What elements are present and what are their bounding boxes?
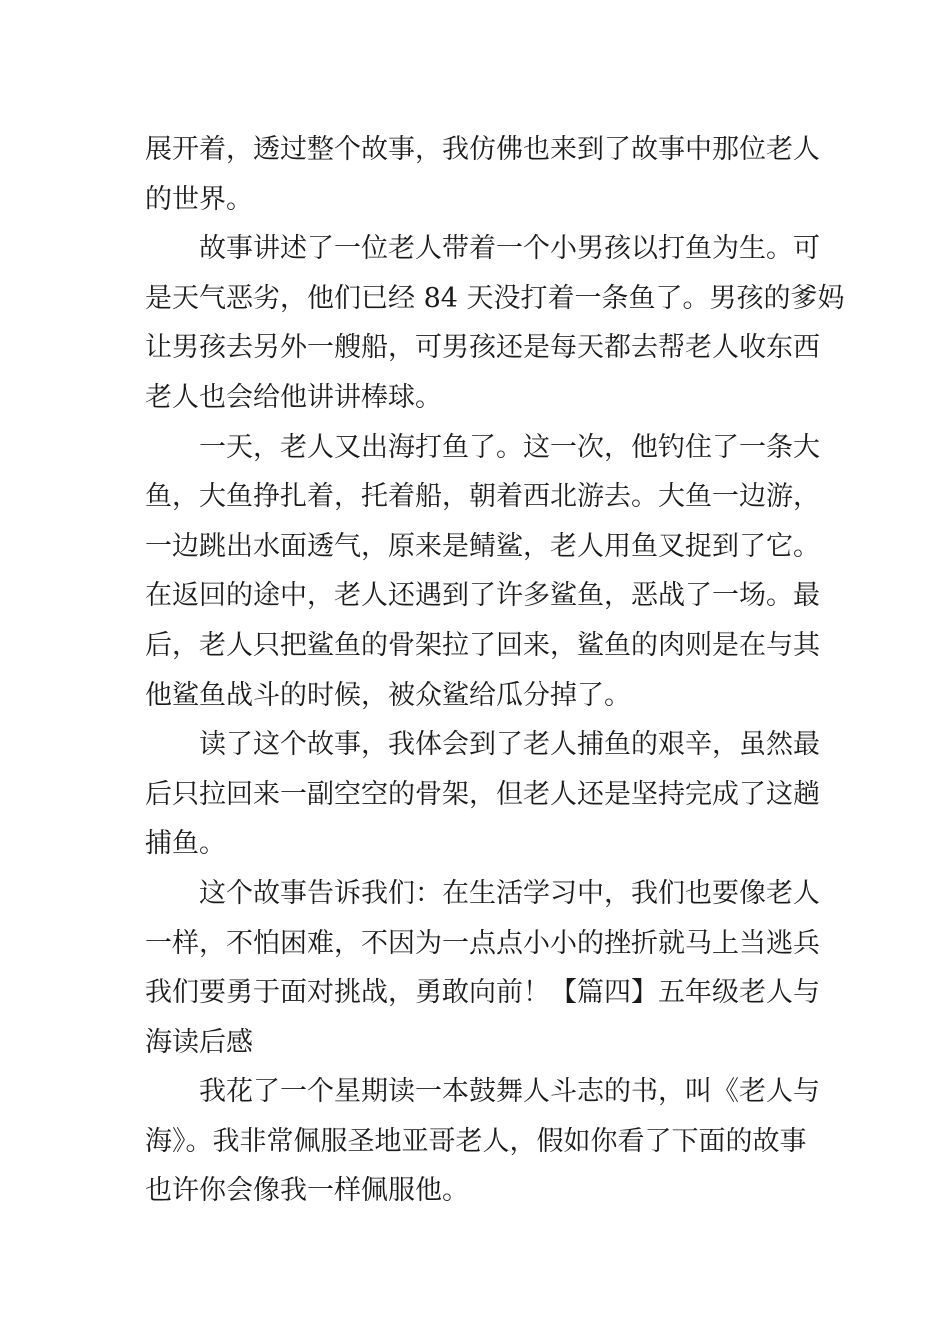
text-line: 后，老人只把鲨鱼的骨架拉了回来，鲨鱼的肉则是在与其	[145, 629, 820, 661]
paragraph	[145, 1067, 820, 1216]
text-line: 海读后感	[145, 1026, 253, 1058]
paragraph	[145, 125, 820, 224]
text-line: 在返回的途中，老人还遇到了许多鲨鱼，恶战了一场。最	[145, 580, 820, 612]
text-line: 让男孩去另外一艘船，可男孩还是每天都去帮老人收东西	[145, 332, 820, 364]
text-line: 读了这个故事，我体会到了老人捕鱼的艰辛，虽然最	[199, 729, 820, 761]
text-line: 一样，不怕困难，不因为一点点小小的挫折就马上当逃兵	[145, 927, 820, 959]
paragraph	[145, 869, 820, 1067]
text-line: 的世界。	[145, 183, 253, 215]
text-line: 海》。我非常佩服圣地亚哥老人，假如你看了下面的故事	[145, 1125, 807, 1157]
paragraph	[145, 224, 845, 422]
paragraph	[145, 423, 820, 721]
text-line: 一边跳出水面透气，原来是鲭鲨，老人用鱼叉捉到了它。	[145, 530, 820, 562]
paragraph	[145, 720, 820, 869]
text-line: 鱼，大鱼挣扎着，托着船，朝着西北游去。大鱼一边游，	[145, 481, 820, 513]
text-line: 老人也会给他讲讲棒球。	[145, 381, 442, 413]
text-line: 他鲨鱼战斗的时候，被众鲨给瓜分掉了。	[145, 679, 631, 711]
text-line: 我花了一个星期读一本鼓舞人斗志的书，叫《老人与	[199, 1076, 820, 1108]
text-line: 后只拉回来一副空空的骨架，但老人还是坚持完成了这趟	[145, 778, 820, 810]
text-line: 一天，老人又出海打鱼了。这一次，他钓住了一条大	[199, 431, 820, 463]
text-line: 也许你会像我一样佩服他。	[145, 1175, 469, 1207]
text-line: 这个故事告诉我们：在生活学习中，我们也要像老人	[199, 877, 820, 909]
text-line: 捕鱼。	[145, 828, 226, 860]
text-line: 是天气恶劣，他们已经 84 天没打着一条鱼了。男孩的爹妈	[145, 282, 845, 314]
text-line: 我们要勇于面对挑战，勇敢向前！【篇四】五年级老人与	[145, 977, 820, 1009]
text-line: 故事讲述了一位老人带着一个小男孩以打鱼为生。可	[199, 233, 820, 265]
text-line: 展开着，透过整个故事，我仿佛也来到了故事中那位老人	[145, 134, 820, 165]
document-body	[145, 125, 845, 1216]
